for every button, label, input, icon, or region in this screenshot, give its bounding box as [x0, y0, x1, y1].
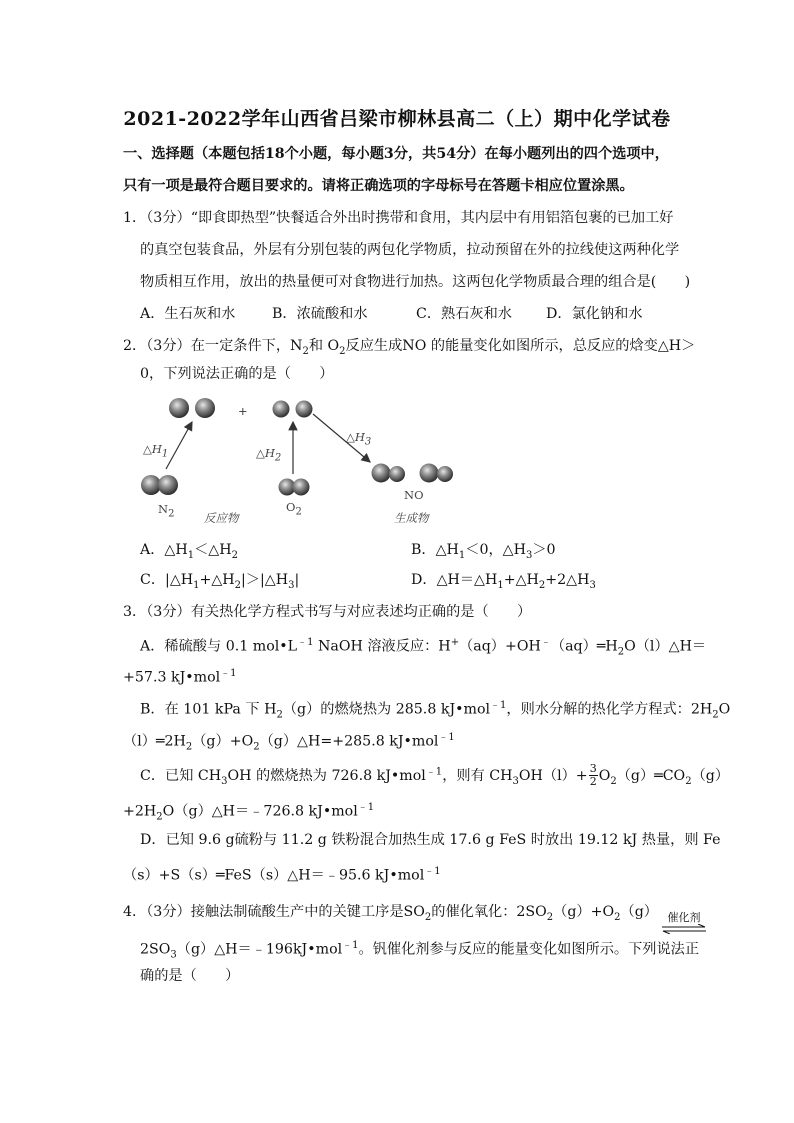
no-molecule-2 — [420, 464, 454, 483]
dh1-arrow — [166, 422, 192, 469]
q4-stem-line-3: 确的是（ ） — [140, 968, 240, 984]
no-label: NO — [404, 488, 424, 502]
o2-molecule — [279, 479, 310, 496]
n-atoms-separated — [169, 398, 215, 418]
o-atoms-separated — [273, 401, 313, 418]
products-label: 生成物 — [394, 511, 429, 525]
q4-stem-line-2: $2SO_3(g)\triangle H=﹣196kJ•mol^{﹣1}$。钒催化剂参与反应的能量变化如图所示。下列说法正 — [140, 940, 700, 961]
q2-option-b[interactable]: B．$\triangle H_1<0$，$\triangle H_3>0$ — [411, 542, 556, 561]
q2-stem-line-1: 2．（3分）在一定条件下，$N_2$和 $O_2$反应生成NO 的能量变化如图所示，总反应的焓变△H＞ — [123, 338, 696, 357]
n2-molecule — [141, 475, 178, 495]
q3-option-b-line-1[interactable]: B．在 101 kPa 下 $H_2(g)$的燃烧热为 285.8 kJ•mol$^{﹣1}$，则水分解的热化学方程式：$2H_2O$ — [140, 700, 731, 721]
reactants-label: 反应物 — [204, 511, 239, 525]
energy-change-figure — [138, 392, 456, 530]
q3-option-d-line-2: （s）+S（s）═FeS（s）△H＝﹣95.6 kJ•mol$^{﹣1}$ — [123, 866, 441, 884]
q3-option-a-line-2: +57.3 kJ•mol$^{﹣1}$ — [123, 668, 237, 686]
dh3-label: $\triangle H_3$ — [346, 430, 372, 448]
plus-sign: + — [238, 404, 248, 418]
q1-option-b[interactable]: B．浓硫酸和水 — [272, 306, 368, 322]
q4-stem-line-1: 4．（3分）接触法制硫酸生产中的关键工序是$SO_2$的催化氧化：$2SO_2(g)+O_2(g)$ 催化剂 — [123, 902, 710, 928]
n2-label: $N_2$ — [158, 502, 175, 520]
catalyst-equilibrium-arrow: 催化剂 — [662, 911, 706, 934]
fraction-three-halves: $\frac{3}{2}$ — [589, 762, 597, 789]
q1-option-a[interactable]: A．生石灰和水 — [140, 306, 236, 322]
q1-stem-line-3: 物质相互作用，放出的热量便可对食物进行加热。这两包化学物质最合理的组合是( ) — [140, 274, 691, 290]
dh1-label: $\triangle H_1$ — [143, 442, 169, 460]
q2-stem-line-2: 0，下列说法正确的是（ ） — [140, 366, 334, 382]
q3-option-c-line-1[interactable]: C．已知 $CH_3OH$ 的燃烧热为 726.8 kJ•mol$^{﹣1}$，则有 $CH_3OH(l)+$ $\frac{3}{2}$ $O_2(g)═CO_2(g)$ — [140, 762, 730, 789]
q2-option-a[interactable]: A．$\triangle H_1<\triangle H_2$ — [140, 542, 238, 561]
section-instruction-line-1: 一、选择题（本题包括18个小题，每小题3分，共54分）在每小题列出的四个选项中， — [123, 146, 669, 162]
q3-option-b-line-2: $(l)═2H_2(g)+O_2(g)\triangle H=+285.8$ kJ•mol$^{﹣1}$ — [123, 732, 455, 753]
no-molecule-1 — [372, 464, 406, 483]
q2-option-c[interactable]: C．$|\triangle H_1+\triangle H_2|>|\triangle H_3|$ — [140, 572, 300, 591]
dh2-label: $\triangle H_2$ — [256, 446, 282, 464]
q1-stem-line-1: 1．（3分）“即食即热型”快餐适合外出时携带和食用，其内层中有用铝箔包裹的已加工好 — [123, 210, 674, 226]
q1-stem-line-2: 的真空包装食品，外层有分别包装的两包化学物质，拉动预留在外的拉线使这两种化学 — [140, 242, 680, 258]
q3-stem: 3．（3分）有关热化学方程式书写与对应表述均正确的是（ ） — [123, 604, 532, 620]
q1-option-c[interactable]: C．熟石灰和水 — [416, 306, 512, 322]
q1-option-d[interactable]: D．氯化钠和水 — [546, 306, 643, 322]
section-instruction-line-2: 只有一项是最符合题目要求的。请将正确选项的字母标号在答题卡相应位置涂黑。 — [123, 178, 634, 194]
q3-option-a-line-1[interactable]: A．稀硫酸与 0.1 $mol•L^{﹣1}$ NaOH 溶液反应：$H^+(aq)+OH^﹣(aq)═H_2O(l)\triangle H=$ — [140, 637, 707, 658]
q3-option-d-line-1[interactable]: D．已知 9.6 g硫粉与 11.2 g 铁粉混合加热生成 17.6 g FeS 时放出 19.12 kJ 热量，则 Fe — [140, 832, 721, 848]
q3-option-c-line-2: $+2H_2O(g)\triangle H=﹣726.8$ kJ•mol$^{﹣1}$ — [123, 802, 375, 823]
o2-label: $O_2$ — [286, 500, 302, 518]
exam-title: 2021-2022学年山西省吕梁市柳林县高二（上）期中化学试卷 — [123, 108, 671, 130]
q2-option-d[interactable]: D．$\triangle H=\triangle H_1+\triangle H_2+2\triangle H_3$ — [411, 572, 596, 591]
